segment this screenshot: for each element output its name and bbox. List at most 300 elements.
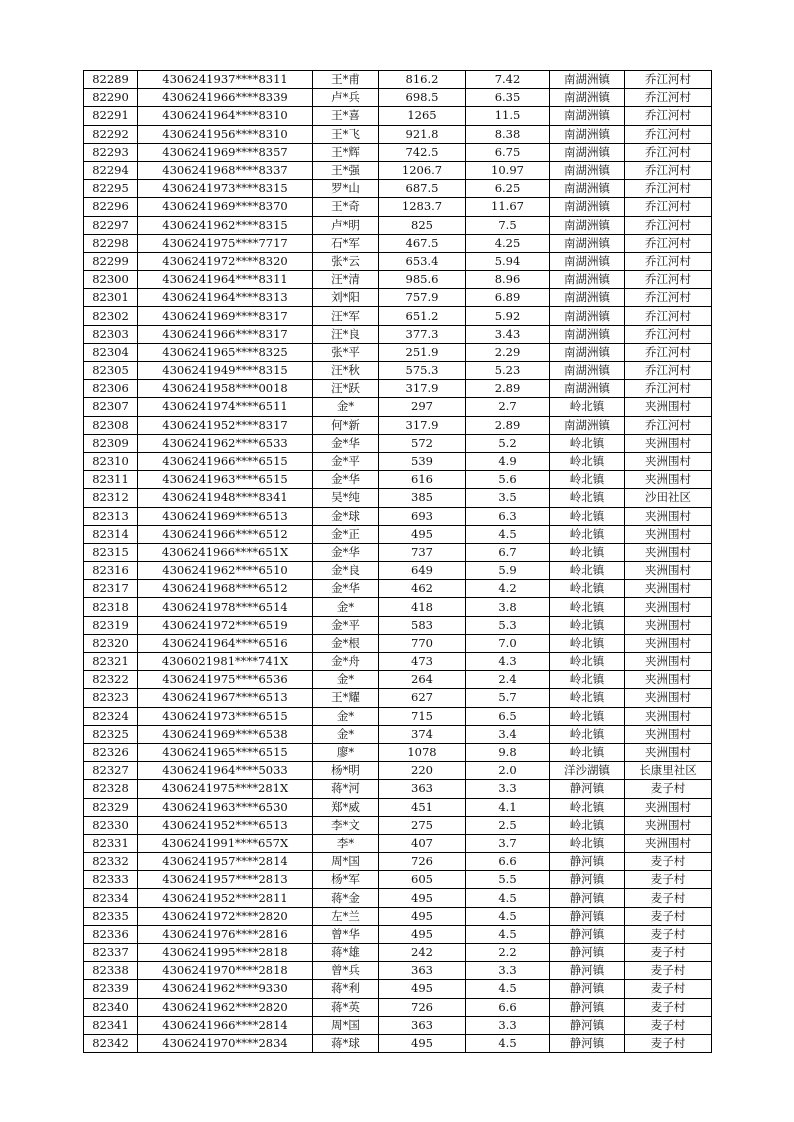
cell-record-number: 82302 xyxy=(84,307,138,325)
cell-village: 乔江河村 xyxy=(625,252,712,270)
cell-record-number: 82291 xyxy=(84,107,138,125)
cell-amount: 985.6 xyxy=(379,271,466,289)
cell-town: 静河镇 xyxy=(550,980,625,998)
cell-id-number: 4306241964****6516 xyxy=(138,634,313,652)
cell-record-number: 82321 xyxy=(84,653,138,671)
cell-record-number: 82320 xyxy=(84,634,138,652)
cell-town: 岭北镇 xyxy=(550,489,625,507)
cell-id-number: 4306241973****8315 xyxy=(138,180,313,198)
cell-name: 廖* xyxy=(313,743,379,761)
cell-village: 夹洲围村 xyxy=(625,725,712,743)
cell-record-number: 82336 xyxy=(84,925,138,943)
table-row xyxy=(84,816,712,834)
cell-id-number: 4306241952****8317 xyxy=(138,416,313,434)
cell-village: 麦子村 xyxy=(625,925,712,943)
cell-amount: 1206.7 xyxy=(379,161,466,179)
cell-name: 金* xyxy=(313,707,379,725)
cell-record-number: 82296 xyxy=(84,198,138,216)
cell-amount: 451 xyxy=(379,798,466,816)
cell-amount: 757.9 xyxy=(379,289,466,307)
cell-town: 南湖洲镇 xyxy=(550,416,625,434)
cell-name: 王*辉 xyxy=(313,143,379,161)
cell-id-number: 4306241957****2814 xyxy=(138,853,313,871)
cell-town: 南湖洲镇 xyxy=(550,307,625,325)
cell-amount: 726 xyxy=(379,998,466,1016)
cell-id-number: 4306241991****657X xyxy=(138,834,313,852)
cell-village: 夹洲围村 xyxy=(625,653,712,671)
cell-id-number: 4306241956****8310 xyxy=(138,125,313,143)
cell-amount: 495 xyxy=(379,525,466,543)
cell-town: 岭北镇 xyxy=(550,471,625,489)
cell-id-number: 4306241964****8310 xyxy=(138,107,313,125)
cell-record-number: 82328 xyxy=(84,780,138,798)
cell-amount: 495 xyxy=(379,925,466,943)
table-row xyxy=(84,725,712,743)
cell-value: 3.8 xyxy=(466,598,550,616)
cell-village: 夹洲围村 xyxy=(625,598,712,616)
cell-value: 6.35 xyxy=(466,89,550,107)
cell-id-number: 4306241952****2811 xyxy=(138,889,313,907)
cell-town: 南湖洲镇 xyxy=(550,125,625,143)
cell-town: 静河镇 xyxy=(550,871,625,889)
table-row xyxy=(84,343,712,361)
cell-name: 蒋*球 xyxy=(313,1034,379,1052)
cell-village: 夹洲围村 xyxy=(625,434,712,452)
cell-value: 2.2 xyxy=(466,944,550,962)
cell-town: 南湖洲镇 xyxy=(550,289,625,307)
cell-id-number: 4306241963****6530 xyxy=(138,798,313,816)
cell-village: 乔江河村 xyxy=(625,271,712,289)
cell-village: 麦子村 xyxy=(625,907,712,925)
cell-town: 岭北镇 xyxy=(550,507,625,525)
cell-id-number: 4306241972****8320 xyxy=(138,252,313,270)
cell-town: 南湖洲镇 xyxy=(550,180,625,198)
cell-value: 8.96 xyxy=(466,271,550,289)
cell-id-number: 4306241969****6538 xyxy=(138,725,313,743)
table-row xyxy=(84,598,712,616)
cell-id-number: 4306241973****6515 xyxy=(138,707,313,725)
cell-village: 夹洲围村 xyxy=(625,507,712,525)
cell-record-number: 82311 xyxy=(84,471,138,489)
cell-name: 汪*良 xyxy=(313,325,379,343)
cell-value: 4.5 xyxy=(466,980,550,998)
cell-town: 南湖洲镇 xyxy=(550,271,625,289)
cell-value: 4.3 xyxy=(466,653,550,671)
cell-village: 夹洲围村 xyxy=(625,689,712,707)
cell-town: 岭北镇 xyxy=(550,798,625,816)
cell-town: 岭北镇 xyxy=(550,543,625,561)
cell-id-number: 4306241966****2814 xyxy=(138,1016,313,1034)
cell-name: 王*耀 xyxy=(313,689,379,707)
cell-value: 3.5 xyxy=(466,489,550,507)
table-row xyxy=(84,616,712,634)
cell-village: 夹洲围村 xyxy=(625,452,712,470)
table-row xyxy=(84,962,712,980)
cell-amount: 698.5 xyxy=(379,89,466,107)
table-row xyxy=(84,198,712,216)
cell-amount: 693 xyxy=(379,507,466,525)
cell-value: 5.92 xyxy=(466,307,550,325)
cell-town: 岭北镇 xyxy=(550,725,625,743)
cell-name: 金*华 xyxy=(313,543,379,561)
cell-town: 静河镇 xyxy=(550,780,625,798)
table-row xyxy=(84,925,712,943)
table-row xyxy=(84,434,712,452)
cell-amount: 374 xyxy=(379,725,466,743)
cell-village: 夹洲围村 xyxy=(625,471,712,489)
table-row xyxy=(84,507,712,525)
cell-amount: 726 xyxy=(379,853,466,871)
cell-id-number: 4306241972****6519 xyxy=(138,616,313,634)
cell-town: 岭北镇 xyxy=(550,743,625,761)
cell-name: 金*平 xyxy=(313,616,379,634)
cell-town: 岭北镇 xyxy=(550,616,625,634)
cell-amount: 605 xyxy=(379,871,466,889)
cell-value: 2.7 xyxy=(466,398,550,416)
cell-value: 10.97 xyxy=(466,161,550,179)
cell-town: 静河镇 xyxy=(550,907,625,925)
cell-record-number: 82297 xyxy=(84,216,138,234)
cell-name: 汪*清 xyxy=(313,271,379,289)
table-row xyxy=(84,743,712,761)
cell-value: 5.2 xyxy=(466,434,550,452)
cell-town: 岭北镇 xyxy=(550,598,625,616)
cell-id-number: 4306241964****8313 xyxy=(138,289,313,307)
cell-amount: 462 xyxy=(379,580,466,598)
cell-value: 6.6 xyxy=(466,853,550,871)
cell-amount: 467.5 xyxy=(379,234,466,252)
table-row xyxy=(84,834,712,852)
cell-record-number: 82342 xyxy=(84,1034,138,1052)
cell-value: 5.5 xyxy=(466,871,550,889)
cell-record-number: 82309 xyxy=(84,434,138,452)
cell-record-number: 82331 xyxy=(84,834,138,852)
cell-value: 3.4 xyxy=(466,725,550,743)
cell-id-number: 4306241975****7717 xyxy=(138,234,313,252)
cell-town: 岭北镇 xyxy=(550,834,625,852)
cell-town: 岭北镇 xyxy=(550,653,625,671)
cell-name: 李*文 xyxy=(313,816,379,834)
table-row xyxy=(84,689,712,707)
cell-amount: 737 xyxy=(379,543,466,561)
cell-value: 5.23 xyxy=(466,362,550,380)
cell-record-number: 82335 xyxy=(84,907,138,925)
cell-id-number: 4306241965****6515 xyxy=(138,743,313,761)
cell-record-number: 82300 xyxy=(84,271,138,289)
cell-village: 夹洲围村 xyxy=(625,634,712,652)
cell-name: 汪*跃 xyxy=(313,380,379,398)
table-row xyxy=(84,780,712,798)
cell-village: 乔江河村 xyxy=(625,107,712,125)
cell-name: 郑*威 xyxy=(313,798,379,816)
table-row xyxy=(84,234,712,252)
cell-amount: 583 xyxy=(379,616,466,634)
cell-town: 静河镇 xyxy=(550,925,625,943)
cell-name: 蒋*利 xyxy=(313,980,379,998)
cell-record-number: 82298 xyxy=(84,234,138,252)
cell-town: 南湖洲镇 xyxy=(550,343,625,361)
cell-name: 金* xyxy=(313,725,379,743)
cell-village: 夹洲围村 xyxy=(625,562,712,580)
cell-amount: 275 xyxy=(379,816,466,834)
cell-record-number: 82341 xyxy=(84,1016,138,1034)
cell-id-number: 4306241969****8357 xyxy=(138,143,313,161)
cell-village: 麦子村 xyxy=(625,853,712,871)
cell-record-number: 82314 xyxy=(84,525,138,543)
cell-village: 乔江河村 xyxy=(625,216,712,234)
table-row xyxy=(84,853,712,871)
cell-town: 岭北镇 xyxy=(550,816,625,834)
cell-amount: 649 xyxy=(379,562,466,580)
table-row xyxy=(84,180,712,198)
cell-village: 夹洲围村 xyxy=(625,798,712,816)
cell-id-number: 4306241969****8370 xyxy=(138,198,313,216)
cell-village: 夹洲围村 xyxy=(625,525,712,543)
cell-amount: 627 xyxy=(379,689,466,707)
cell-value: 5.94 xyxy=(466,252,550,270)
cell-value: 5.7 xyxy=(466,689,550,707)
cell-town: 岭北镇 xyxy=(550,452,625,470)
cell-name: 金*华 xyxy=(313,471,379,489)
cell-amount: 363 xyxy=(379,1016,466,1034)
cell-value: 6.6 xyxy=(466,998,550,1016)
cell-value: 3.3 xyxy=(466,1016,550,1034)
cell-id-number: 4306241976****2816 xyxy=(138,925,313,943)
cell-amount: 473 xyxy=(379,653,466,671)
table-row xyxy=(84,452,712,470)
cell-village: 麦子村 xyxy=(625,1016,712,1034)
cell-record-number: 82327 xyxy=(84,762,138,780)
cell-village: 乔江河村 xyxy=(625,307,712,325)
cell-village: 夹洲围村 xyxy=(625,543,712,561)
cell-name: 金* xyxy=(313,598,379,616)
cell-town: 静河镇 xyxy=(550,1016,625,1034)
cell-village: 乔江河村 xyxy=(625,89,712,107)
cell-record-number: 82334 xyxy=(84,889,138,907)
cell-town: 岭北镇 xyxy=(550,707,625,725)
cell-id-number: 4306241962****6510 xyxy=(138,562,313,580)
cell-id-number: 4306241966****651X xyxy=(138,543,313,561)
cell-record-number: 82301 xyxy=(84,289,138,307)
cell-village: 乔江河村 xyxy=(625,325,712,343)
table-row xyxy=(84,562,712,580)
cell-value: 11.67 xyxy=(466,198,550,216)
cell-town: 南湖洲镇 xyxy=(550,107,625,125)
cell-village: 乔江河村 xyxy=(625,125,712,143)
table-row xyxy=(84,798,712,816)
cell-village: 夹洲围村 xyxy=(625,616,712,634)
cell-record-number: 82338 xyxy=(84,962,138,980)
cell-name: 张*平 xyxy=(313,343,379,361)
table-row xyxy=(84,998,712,1016)
cell-value: 2.4 xyxy=(466,671,550,689)
cell-value: 2.89 xyxy=(466,416,550,434)
cell-record-number: 82303 xyxy=(84,325,138,343)
cell-town: 南湖洲镇 xyxy=(550,234,625,252)
cell-amount: 495 xyxy=(379,980,466,998)
cell-id-number: 4306241975****281X xyxy=(138,780,313,798)
cell-amount: 220 xyxy=(379,762,466,780)
cell-id-number: 4306241974****6511 xyxy=(138,398,313,416)
cell-record-number: 82315 xyxy=(84,543,138,561)
table-row xyxy=(84,216,712,234)
table-row xyxy=(84,871,712,889)
table-row xyxy=(84,89,712,107)
cell-id-number: 4306241972****2820 xyxy=(138,907,313,925)
cell-town: 南湖洲镇 xyxy=(550,216,625,234)
cell-value: 8.38 xyxy=(466,125,550,143)
cell-town: 岭北镇 xyxy=(550,689,625,707)
cell-value: 4.5 xyxy=(466,525,550,543)
cell-value: 3.3 xyxy=(466,962,550,980)
cell-id-number: 4306241962****6533 xyxy=(138,434,313,452)
cell-record-number: 82325 xyxy=(84,725,138,743)
cell-village: 夹洲围村 xyxy=(625,398,712,416)
cell-town: 岭北镇 xyxy=(550,634,625,652)
cell-town: 南湖洲镇 xyxy=(550,71,625,89)
cell-record-number: 82289 xyxy=(84,71,138,89)
cell-id-number: 4306241966****8339 xyxy=(138,89,313,107)
table-row xyxy=(84,634,712,652)
cell-amount: 687.5 xyxy=(379,180,466,198)
cell-record-number: 82329 xyxy=(84,798,138,816)
cell-town: 静河镇 xyxy=(550,889,625,907)
cell-record-number: 82294 xyxy=(84,161,138,179)
cell-amount: 495 xyxy=(379,907,466,925)
cell-amount: 921.8 xyxy=(379,125,466,143)
cell-amount: 770 xyxy=(379,634,466,652)
cell-village: 麦子村 xyxy=(625,944,712,962)
cell-name: 金*根 xyxy=(313,634,379,652)
cell-id-number: 4306241966****6515 xyxy=(138,452,313,470)
cell-value: 4.5 xyxy=(466,889,550,907)
cell-town: 南湖洲镇 xyxy=(550,143,625,161)
cell-record-number: 82339 xyxy=(84,980,138,998)
cell-amount: 539 xyxy=(379,452,466,470)
table-row xyxy=(84,71,712,89)
cell-name: 金* xyxy=(313,671,379,689)
cell-record-number: 82307 xyxy=(84,398,138,416)
cell-town: 静河镇 xyxy=(550,998,625,1016)
cell-value: 6.89 xyxy=(466,289,550,307)
cell-name: 左*兰 xyxy=(313,907,379,925)
cell-amount: 495 xyxy=(379,1034,466,1052)
cell-village: 乔江河村 xyxy=(625,143,712,161)
cell-amount: 297 xyxy=(379,398,466,416)
cell-record-number: 82322 xyxy=(84,671,138,689)
cell-town: 岭北镇 xyxy=(550,434,625,452)
cell-id-number: 4306241995****2818 xyxy=(138,944,313,962)
cell-amount: 251.9 xyxy=(379,343,466,361)
cell-id-number: 4306241962****2820 xyxy=(138,998,313,1016)
cell-id-number: 4306241952****6513 xyxy=(138,816,313,834)
table-row xyxy=(84,125,712,143)
cell-value: 2.89 xyxy=(466,380,550,398)
cell-village: 夹洲围村 xyxy=(625,580,712,598)
cell-record-number: 82317 xyxy=(84,580,138,598)
cell-record-number: 82306 xyxy=(84,380,138,398)
cell-amount: 1283.7 xyxy=(379,198,466,216)
cell-town: 岭北镇 xyxy=(550,671,625,689)
table-row xyxy=(84,362,712,380)
cell-value: 4.9 xyxy=(466,452,550,470)
cell-value: 11.5 xyxy=(466,107,550,125)
cell-village: 乔江河村 xyxy=(625,71,712,89)
cell-amount: 407 xyxy=(379,834,466,852)
cell-value: 5.9 xyxy=(466,562,550,580)
cell-name: 金*球 xyxy=(313,507,379,525)
cell-village: 乔江河村 xyxy=(625,380,712,398)
cell-value: 4.1 xyxy=(466,798,550,816)
table-row xyxy=(84,252,712,270)
cell-name: 蒋*英 xyxy=(313,998,379,1016)
cell-value: 4.5 xyxy=(466,1034,550,1052)
cell-record-number: 82318 xyxy=(84,598,138,616)
cell-value: 5.6 xyxy=(466,471,550,489)
cell-id-number: 4306241948****8341 xyxy=(138,489,313,507)
cell-name: 汪*军 xyxy=(313,307,379,325)
cell-record-number: 82292 xyxy=(84,125,138,143)
cell-record-number: 82330 xyxy=(84,816,138,834)
cell-amount: 742.5 xyxy=(379,143,466,161)
cell-name: 王*强 xyxy=(313,161,379,179)
cell-village: 麦子村 xyxy=(625,889,712,907)
cell-name: 王*飞 xyxy=(313,125,379,143)
cell-name: 周*国 xyxy=(313,1016,379,1034)
cell-town: 南湖洲镇 xyxy=(550,362,625,380)
cell-record-number: 82332 xyxy=(84,853,138,871)
cell-village: 沙田社区 xyxy=(625,489,712,507)
cell-amount: 616 xyxy=(379,471,466,489)
cell-amount: 363 xyxy=(379,962,466,980)
cell-name: 金*良 xyxy=(313,562,379,580)
cell-name: 杨*军 xyxy=(313,871,379,889)
cell-town: 静河镇 xyxy=(550,1034,625,1052)
table-row xyxy=(84,525,712,543)
cell-town: 静河镇 xyxy=(550,853,625,871)
cell-id-number: 4306241962****9330 xyxy=(138,980,313,998)
cell-value: 3.7 xyxy=(466,834,550,852)
cell-name: 汪*秋 xyxy=(313,362,379,380)
table-row xyxy=(84,1034,712,1052)
cell-value: 2.29 xyxy=(466,343,550,361)
table-row xyxy=(84,1016,712,1034)
table-row xyxy=(84,161,712,179)
cell-value: 6.5 xyxy=(466,707,550,725)
cell-id-number: 4306241962****8315 xyxy=(138,216,313,234)
cell-id-number: 4306241966****6512 xyxy=(138,525,313,543)
table-row xyxy=(84,707,712,725)
cell-value: 6.25 xyxy=(466,180,550,198)
cell-name: 何*新 xyxy=(313,416,379,434)
cell-name: 金*平 xyxy=(313,452,379,470)
cell-record-number: 82295 xyxy=(84,180,138,198)
cell-id-number: 4306241968****8337 xyxy=(138,161,313,179)
cell-amount: 363 xyxy=(379,780,466,798)
cell-record-number: 82316 xyxy=(84,562,138,580)
cell-value: 2.0 xyxy=(466,762,550,780)
cell-name: 蒋*金 xyxy=(313,889,379,907)
cell-id-number: 4306021981****741X xyxy=(138,653,313,671)
cell-id-number: 4306241963****6515 xyxy=(138,471,313,489)
cell-town: 静河镇 xyxy=(550,944,625,962)
cell-village: 乔江河村 xyxy=(625,198,712,216)
cell-id-number: 4306241958****0018 xyxy=(138,380,313,398)
cell-village: 乔江河村 xyxy=(625,161,712,179)
cell-value: 4.25 xyxy=(466,234,550,252)
cell-name: 卢*明 xyxy=(313,216,379,234)
cell-id-number: 4306241964****8311 xyxy=(138,271,313,289)
